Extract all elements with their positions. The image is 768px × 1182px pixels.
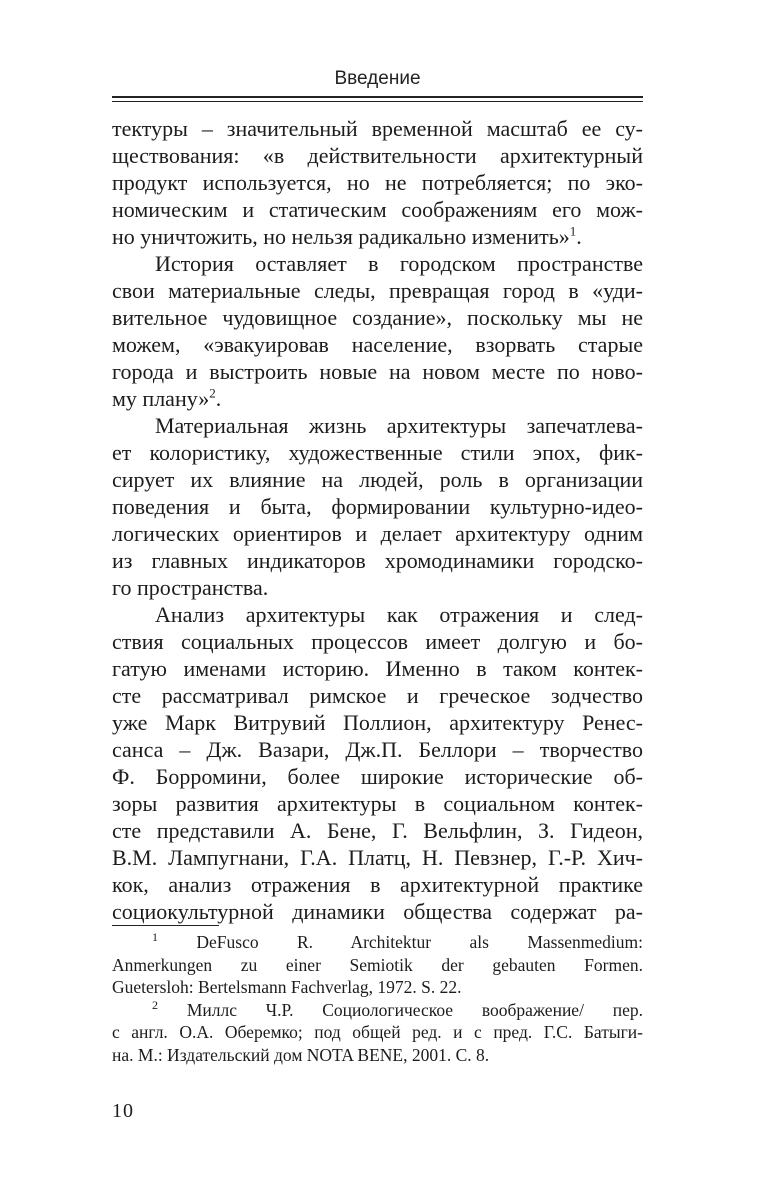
body-line: ет колористику, художественные стили эпох, фик- [112, 440, 643, 465]
footnote-line: Guetersloh: Bertelsmann Fachverlag, 1972. S. 22. [112, 977, 462, 997]
body-line: Материальная жизнь архитектуры запечатлева- [155, 413, 643, 438]
body-line: поведения и быта, формировании культурно-идео- [112, 494, 643, 519]
page-number: 10 [112, 1100, 134, 1122]
body-line: уже Марк Витрувий Поллион, архитектуру Ренес- [112, 710, 643, 735]
body-line: ществования: «в действительности архитектурный [112, 143, 643, 168]
body-line: логических ориентиров и делает архитектуру одним [112, 521, 643, 546]
body-line: вительное чудовищное создание», поскольку мы не [112, 305, 643, 330]
body-line: ствия социальных процессов имеет долгую и бо- [112, 629, 643, 654]
footnote-text: DeFusco R. Architektur als Massenmedium: [196, 932, 643, 952]
footnote-separator [112, 925, 219, 926]
body-line: кок, анализ отражения в архитектурной практике [112, 872, 643, 897]
footnote-reference: 1 [569, 223, 577, 239]
body-line-tail: . [576, 224, 582, 249]
body-line: социокультурной динамики общества содержат ра- [112, 899, 643, 924]
header-rule-thin [112, 101, 643, 102]
footnote-number: 1 [152, 931, 158, 945]
body-line: из главных индикаторов хромодинамики городско- [112, 548, 643, 573]
footnote-reference: 2 [209, 385, 216, 401]
body-line-tail: . [215, 386, 222, 411]
body-line: го пространства. [112, 575, 269, 600]
body-line-text: но уничтожить, но нельзя радикально изменить» [112, 224, 570, 249]
body-line: Ф. Борромини, более широкие исторические об- [112, 764, 643, 789]
body-line: сте рассматривал римское и греческое зодчество [112, 683, 643, 708]
footnote-number: 2 [152, 999, 158, 1013]
body-line: гатую именами историю. Именно в таком контек- [112, 656, 643, 681]
running-head-title: Введение [334, 68, 421, 89]
body-line-text: му плану» [112, 386, 210, 411]
body-line: можем, «эвакуировав население, взорвать старые [112, 332, 643, 357]
body-line: В.М. Лампугнани, Г.А. Платц, Н. Певзнер, Г.-Р. Хич- [112, 845, 643, 870]
body-line: сирует их влияние на людей, роль в организации [112, 467, 643, 492]
footnote-line [112, 999, 643, 1022]
footnote-line [112, 931, 643, 954]
body-line: Анализ архитектуры как отражения и след- [155, 602, 643, 627]
body-line: сте представили А. Бене, Г. Вельфлин, З. Гидеон, [112, 818, 643, 843]
body-line [112, 223, 643, 250]
body-line: города и выстроить новые на новом месте по ново- [112, 359, 643, 384]
footnote-line: на. М.: Издательский дом NOTA BENE, 2001. С. 8. [112, 1045, 490, 1065]
body-line: номическим и статическим соображениям его мож- [112, 197, 643, 222]
body-line [112, 385, 643, 412]
body-line: тектуры – значительный временной масштаб ее су- [112, 116, 643, 141]
footnote-line: Anmerkungen zu einer Semiotik der gebauten Formen. [112, 955, 643, 975]
body-line: свои материальные следы, превращая город в «уди- [112, 278, 643, 303]
body-line: История оставляет в городском пространстве [155, 251, 643, 276]
footnote-line: с англ. О.А. Оберемко; под общей ред. и с пред. Г.С. Батыги- [112, 1022, 643, 1042]
body-line: зоры развития архитектуры в социальном контек- [112, 791, 643, 816]
header-rule-thick [112, 96, 643, 98]
body-line: санса – Дж. Вазари, Дж.П. Беллори – творчество [112, 737, 643, 762]
body-line: продукт используется, но не потребляется; по эко- [112, 170, 643, 195]
footnote-text: Миллс Ч.Р. Социологическое воображение/ пер. [186, 1000, 643, 1020]
